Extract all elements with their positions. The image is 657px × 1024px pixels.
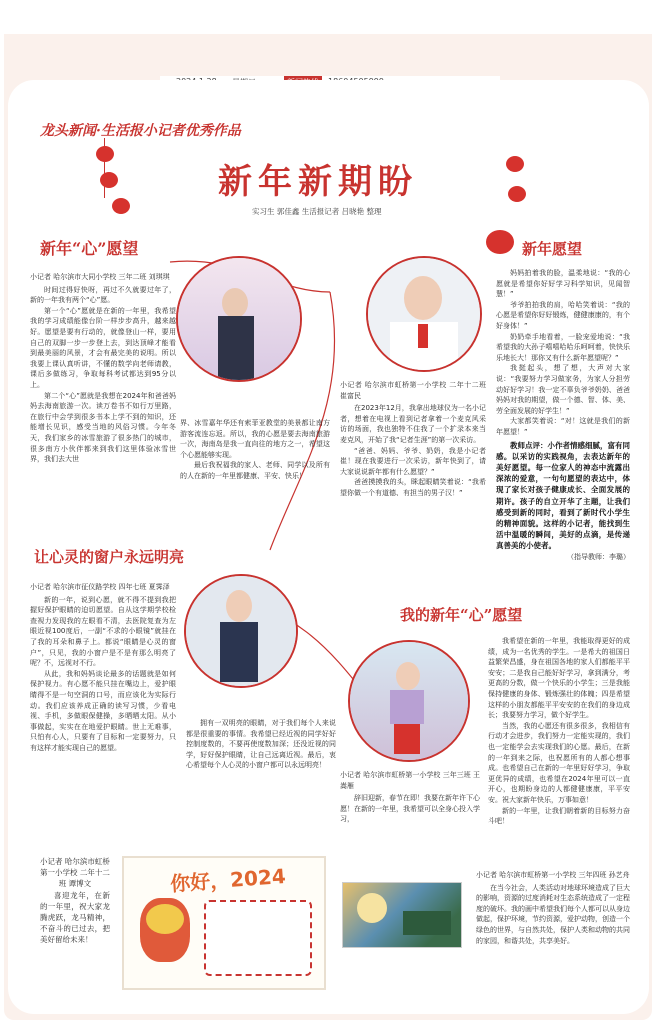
a8-p1: 在当今社会，人类活动对地球环境造成了巨大的影响，资源的过度消耗对生态系统造成了一定程度的破坏。我的画中希望我们每个人都可以从身边做起，保护环境，节约资源，爱护动物，创造一个绿色的世界，与自然共处，保护人类和动物的共同的家园，和谐共处，共享美好。 <box>476 883 630 945</box>
a4-author: 小记者 哈尔滨市征仪路学校 四年七班 夏霁泽 <box>30 583 170 591</box>
a4-body <box>30 582 176 754</box>
a3-body <box>496 268 630 562</box>
a2-p3: 爸爸摸摸我的头，眯起眼睛笑着说：“我希望你做一个有道德、有担当的男子汉！” <box>340 478 486 497</box>
drawing-text: 你好，2024 <box>169 863 287 897</box>
a6-p2: 当然，我的心愿还有很多很多，我相信有行动才会进步，我们努力一定能实现的，我们也一定能学会去实现我们的心愿。最后，在新的一年到来之际，也祝愿所有的人都心想事成。也希望自己在新的一年里好好学习，争取更优异的成绩，也希望在2024年里可以一直开心，也期盼身边的人都健健康康，平平安安。祝大家新年快乐，万事如意！ <box>488 721 630 804</box>
a4-body-col2 <box>186 718 336 771</box>
a8-author: 小记者 哈尔滨市虹桥第一小学校 三年四班 孙艺舟 <box>476 871 630 879</box>
a6-body <box>488 636 630 827</box>
a1-p5: 最后我祝福我的家人、老师、同学以及所有的人在新的一年里都健康、平安、快乐！ <box>180 461 330 480</box>
a3-heading: 新年愿望 <box>522 240 583 258</box>
a1-p2: 第一个“心”愿就是在新的一年里，我希望我的学习成绩能像台阶一样步步高升，越来越好。愿望是要有行动的，就像登山一样，要用自己的双脚一步一步登上去，到达顶峰才能看到最美丽的风景，才会有最完美的说明。所以我要上课认真听讲，不懂的数学向老师请教，课后多做练习，争取每科考试都达到95分以上。 <box>30 306 176 389</box>
drawing-panel <box>204 900 312 976</box>
a6-p1: 我希望在新的一年里，我能取得更好的成绩，成为一名优秀的学生。一是希大的祖国日益繁荣昌盛，身在祖国各地的家人们都能平平安安；二是我自己能好好学习，拿到满分，考更高的分数，做一个快乐的小学生；三是我能保持健康的身体、锻炼强壮的体魄；四是希望这样的小朋友都能平平安安的在我们的身边成长；我要努力学习，做个好学生。 <box>488 637 630 720</box>
a7-p1: 喜迎龙年，在新的一年里，祝大家龙腾虎跃，龙马精神，不奋斗的已过去，把美好留给未来！ <box>40 890 110 945</box>
a3-p4: 我挺起头，想了想，大声对大家说：“我要努力学习做家务，为家人分担劳动好好学习！我一定不辜负爷爷奶奶、爸爸妈妈对我的期望，做一个德、智、体、美、劳全面发展的好学生！” <box>496 364 630 415</box>
a2-p2: “爸爸、妈妈、爷爷、奶奶，我是小记者崔！现在我要进行一次采访，新年快到了，请大家说说新年都有什么愿望？” <box>340 446 486 476</box>
a7-author: 小记者 哈尔滨市虹桥第一小学校 二年十二班 谭博文 <box>40 857 110 889</box>
a3-comment: 教师点评：小作者情感细腻，富有同感。以采访的实践视角，去表达新年的美好愿望。每一位家人的神态中流露出深浓的爱意，一句句愿望的表达中，体现了家长对孩子健康成长、全面发展的期许。孩子的自立开华了主题，让我们感受到新的同时，看到了新时代小学生的精神面貌。这样的小记者，能找到生活中温暖的瞬间，美好的点滴，是传递真善美的小使者。 <box>496 440 630 551</box>
dragon-face <box>146 904 184 934</box>
a4-p2: 从此，我和妈妈谈论最多的话题就是如何保护视力。有心愿不能只挂在嘴边上，爱护眼睛得不是一句空洞的口号，而应该化为实际行动。我们应该养成正确的读写习惯，少看电视、手机，多做眼保健操，多晒晒太阳。从小事做起，实实在在地爱护眼睛。世上无难事，只怕有心人，只要有了目标和一定要努力，只有这样才能实现自己的愿望。 <box>30 669 176 752</box>
page-title: 新年新期盼 <box>218 162 418 202</box>
byline: 实习生 郭佳鑫 生活报记者 吕晓艳 整理 <box>252 207 382 216</box>
photo-girl-toys <box>176 256 302 382</box>
a6-p3: 新的一年里，让我们朝着新的目标努力奋斗吧！ <box>488 806 630 826</box>
photo-boy-redtie <box>366 256 482 372</box>
a6-heading: 我的新年“心”愿望 <box>400 606 523 624</box>
a3-p2: 爷爷拍拍我的肩，哈哈笑着说：“我的心愿是希望你好好锻炼，健健康康的，有个好身体！” <box>496 300 630 330</box>
photo-boy-suit <box>184 574 298 688</box>
a1-body-col2 <box>180 418 330 482</box>
a4-heading: 让心灵的窗户永远明亮 <box>34 548 185 566</box>
a1-p1: 时间过得好快呀，再过不久就要过年了，新的一年我有两个“心”愿。 <box>30 285 176 305</box>
a5-body <box>340 770 480 825</box>
a4-p1: 新的一年，说到心愿，就不得不提到我把握好保护眼睛的迫切愿望。自从这学期学校检查视力发现我的左眼看不清，去医院复查为左眼近视100度后，一副“不求的小眼镜”就挂在了我的耳朵和鼻子上。都说“眼睛是心灵的窗户”，只见，我的小窗户是不是有那么明亮了呢？不，远视对不行。 <box>30 595 176 668</box>
a1-heading: 新年“心”愿望 <box>40 239 139 258</box>
photo-girl-outdoor <box>348 640 470 762</box>
a1-body <box>30 272 176 465</box>
a1-p4: 界、冰雪嘉年华还有索菲亚教堂的美景都让南方游客流连忘返。所以，我的心愿是要去海南旅游一次，海南岛是我一直向往的地方之一，希望这个心愿能够实现。 <box>180 419 330 459</box>
a2-author: 小记者 哈尔滨市虹桥第一小学校 二年十二班 崔富民 <box>340 381 486 400</box>
a5-author: 小记者 哈尔滨市虹桥第一小学校 三年三班 王嵩雁 <box>340 771 480 790</box>
a3-p5: 大家都笑着说：“对！这就是我们的新年愿望！” <box>496 417 630 436</box>
kicker: 龙头新闻·生活报小记者优秀作品 <box>40 123 241 139</box>
a7-body <box>40 856 110 946</box>
a8-body <box>476 870 630 946</box>
a5-p1: 辞旧迎新，春节在即！我要在新年许下心愿！在新的一年里，我希望可以全身心投入学习， <box>340 794 480 824</box>
a4-p3: 拥有一双明亮的眼睛，对于我们每个人来说都是很重要的事情。我希望已经近视的同学好好控制度数的，不要再使度数加深；还没近视的同学，好好保护眼睛，让自己远离近视。最后，衷心希望每个人心灵的小窗户都可以永远明亮！ <box>186 719 336 770</box>
a2-p1: 在2023年12月，我拿出地球仪为一名小记者，想着在电视上看到记者拿着一个麦克风采访的场面，我也独特不住我了一个扩录本来当麦克风，开始了我“记者生涯”的第一次采访。 <box>340 404 486 444</box>
a3-comment-teacher: （指导教师：李璐） <box>567 552 630 561</box>
a1-author: 小记者 哈尔滨市大同小学校 三年二班 刘琪琪 <box>30 273 170 281</box>
a3-p1: 妈妈拍着我的脸，温柔地说：“我的心愿就是希望你好好学习科学知识，见闻智慧！” <box>496 269 630 299</box>
a2-body <box>340 380 486 499</box>
painting <box>342 882 462 948</box>
a3-p3: 奶奶牵手地看着，一脸宠爱地说：“我希望我的大孙子嘻嘻哈哈乐呵呵着，快快乐乐地长大！那你又有什么新年愿望呢？” <box>496 332 630 362</box>
a1-p3: 第二个“心”愿就是我想在2024年和爸爸妈妈去海南旅游一次。读万卷书不如行万里路，在旅行中会学到很多书本上学不到的知识，还能增长见识，感受当地的风俗习惯。今年冬天，我们家乡的冰雪旅游了很多热门的城市，很多南方小伙伴都来到我们这里体验冰雪世界，我们去大世 <box>30 391 176 464</box>
drawing-2024 <box>122 856 326 990</box>
